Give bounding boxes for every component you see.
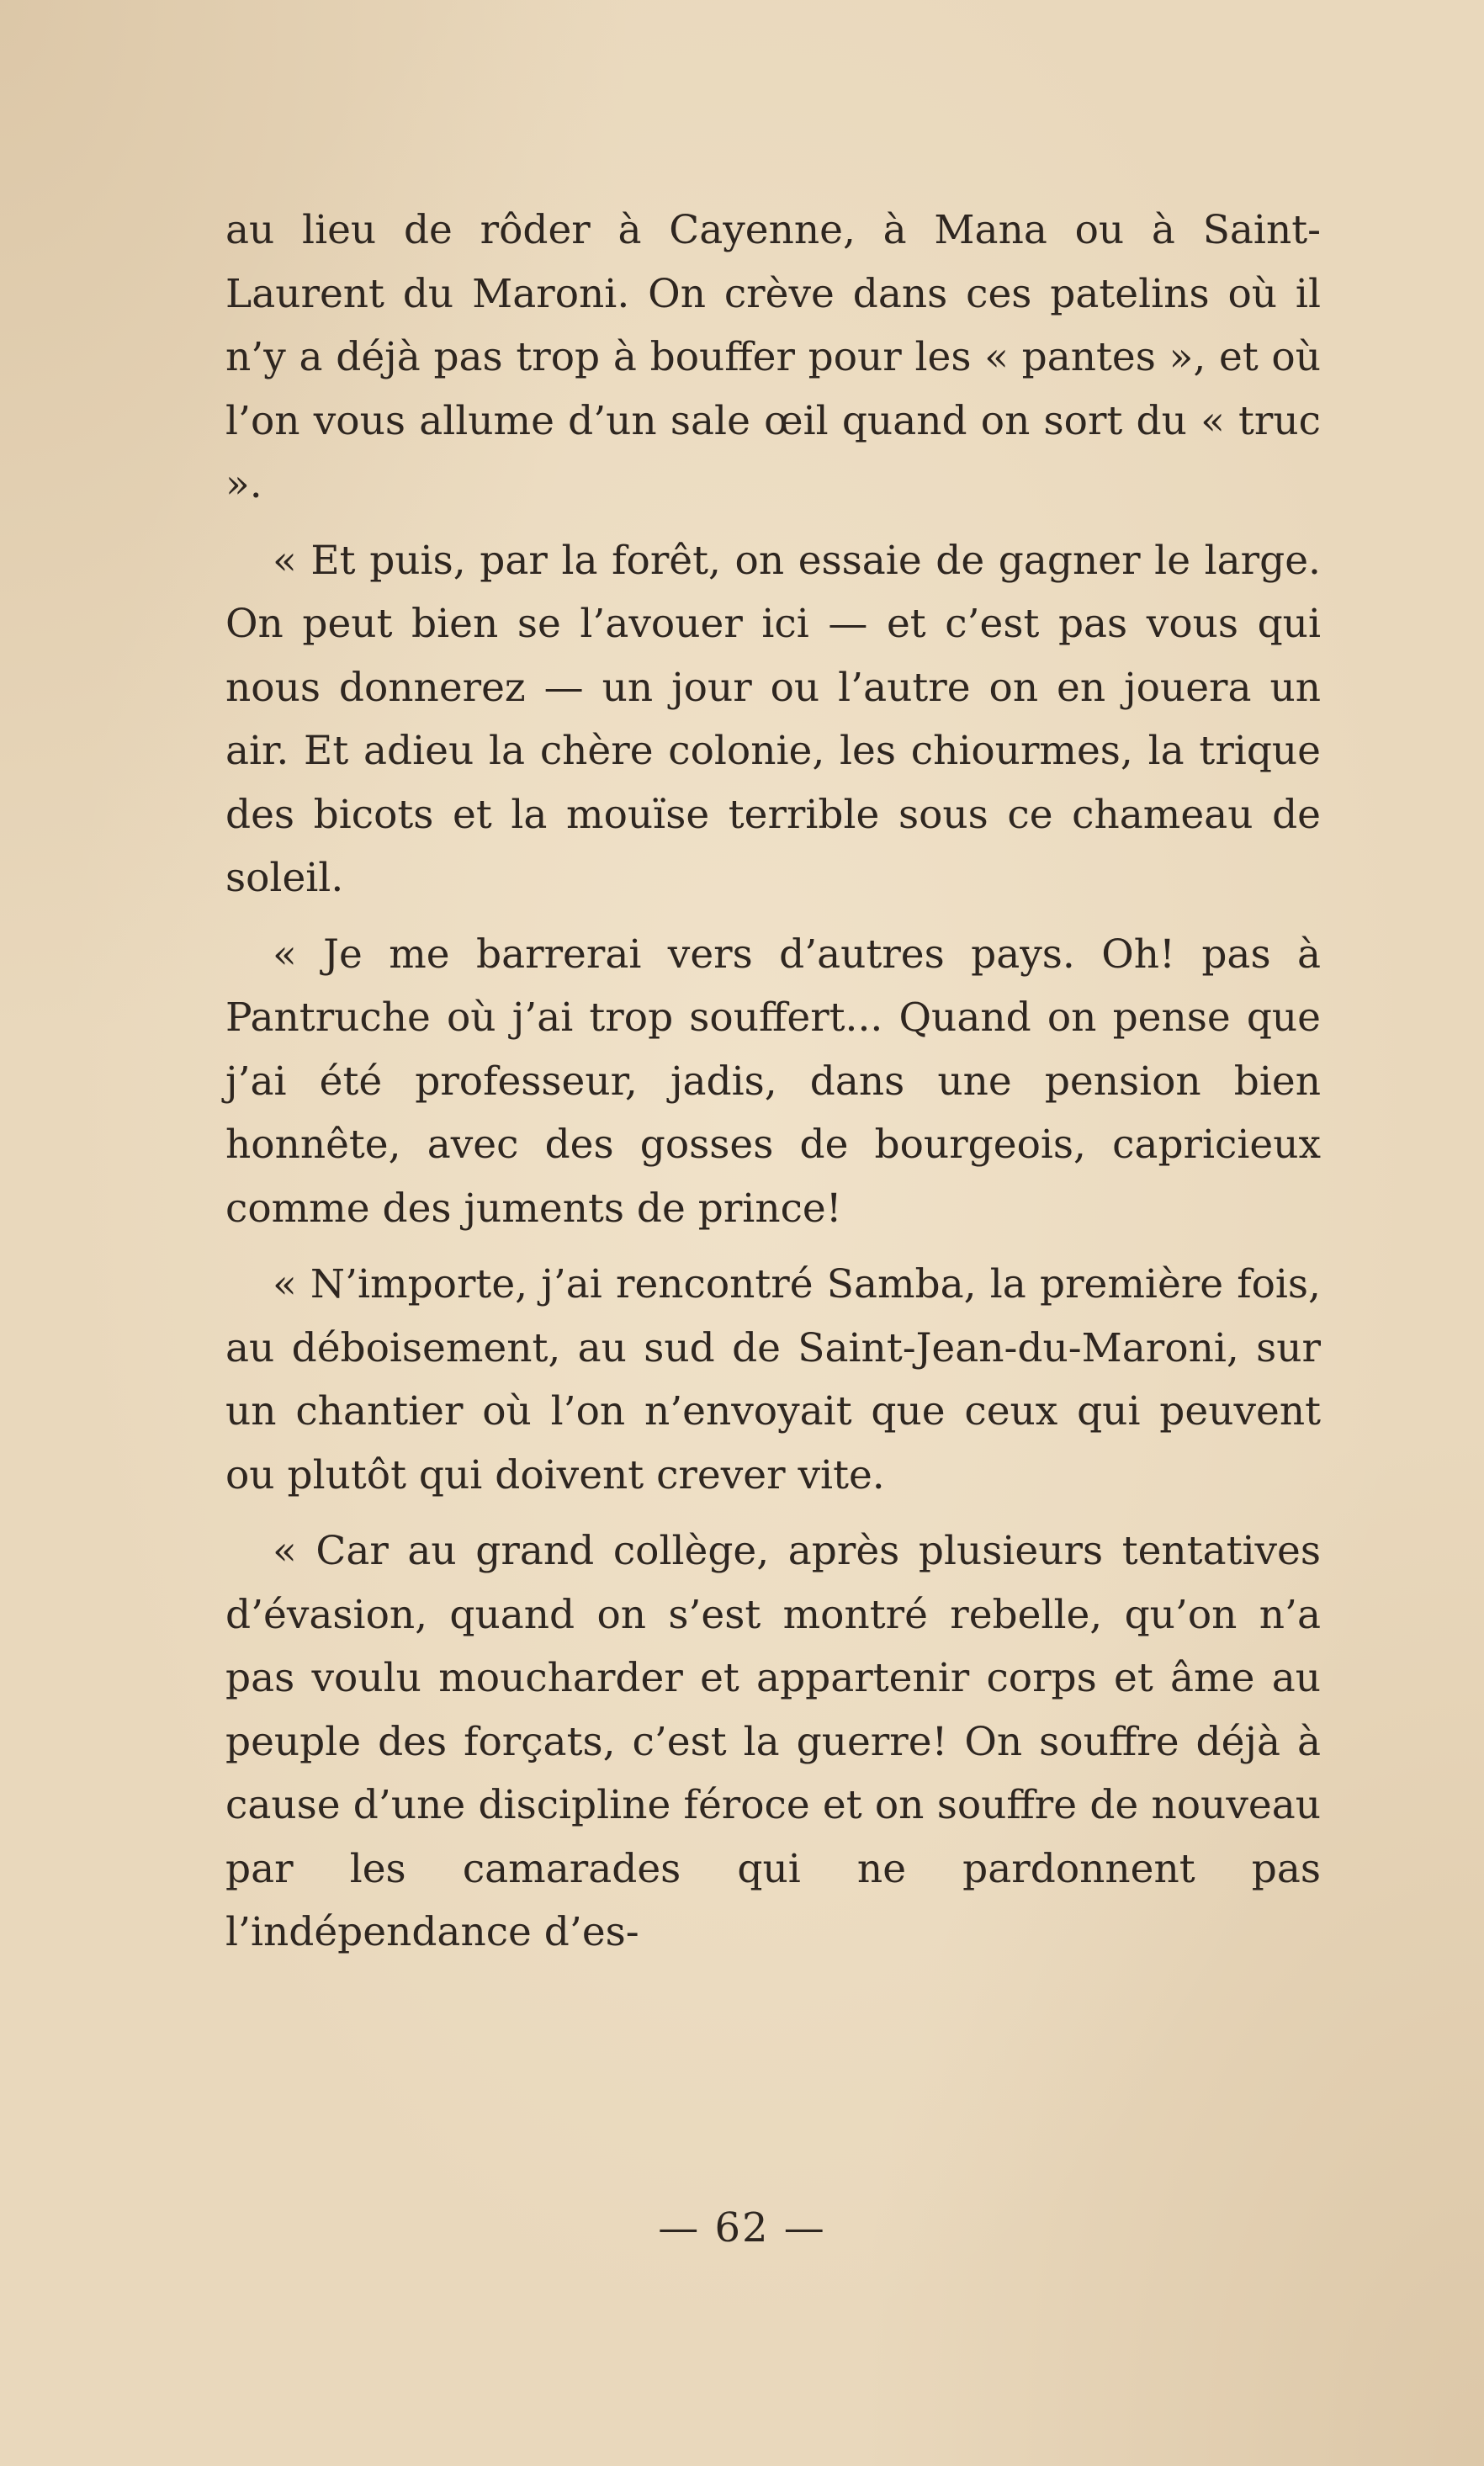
paragraph-3: « Je me barrerai vers d’autres pays. Oh! pas à Pantruche où j’ai trop souffert... Quand on pense que j’ai été professeur, jadis, dans une pension bien honnête, avec des gosses de bourgeois, capricieux comme des juments de prince!: [225, 931, 1321, 1232]
paragraph-5: « Car au grand collège, après plusieurs tentatives d’évasion, quand on s’est montré rebelle, qu’on n’a pas voulu moucharder et appartenir corps et âme au peuple des forçats, c’est la guerre! On souffre déjà à cause d’une discipline féroce et on souffre de nouveau par les camarades qui ne pardonnent pas l’indépendance d’es-: [225, 1528, 1321, 1955]
paragraph-1: au lieu de rôder à Cayenne, à Mana ou à Saint-Laurent du Maroni. On crève dans ces patelins où il n’y a déjà pas trop à bouffer pour les « pantes », et où l’on vous allume d’un sale œil quand on sort du « truc ».: [225, 207, 1321, 507]
paragraph-2: « Et puis, par la forêt, on essaie de gagner le large. On peut bien se l’avouer ici — et c’est pas vous qui nous donnerez — un jour ou l’autre on en jouera un air. Et adieu la chère colonie, les chiourmes, la trique des bicots et la mouïse terrible sous ce chameau de soleil.: [225, 537, 1321, 901]
body-text: [225, 199, 1321, 1977]
page-number: — 62 —: [658, 2204, 826, 2251]
paragraph-4: « N’importe, j’ai rencontré Samba, la première fois, au déboisement, au sud de Saint-Jean-du-Maroni, sur un chantier où l’on n’envoyait que ceux qui peuvent ou plutôt qui doivent crever vite.: [225, 1261, 1321, 1498]
